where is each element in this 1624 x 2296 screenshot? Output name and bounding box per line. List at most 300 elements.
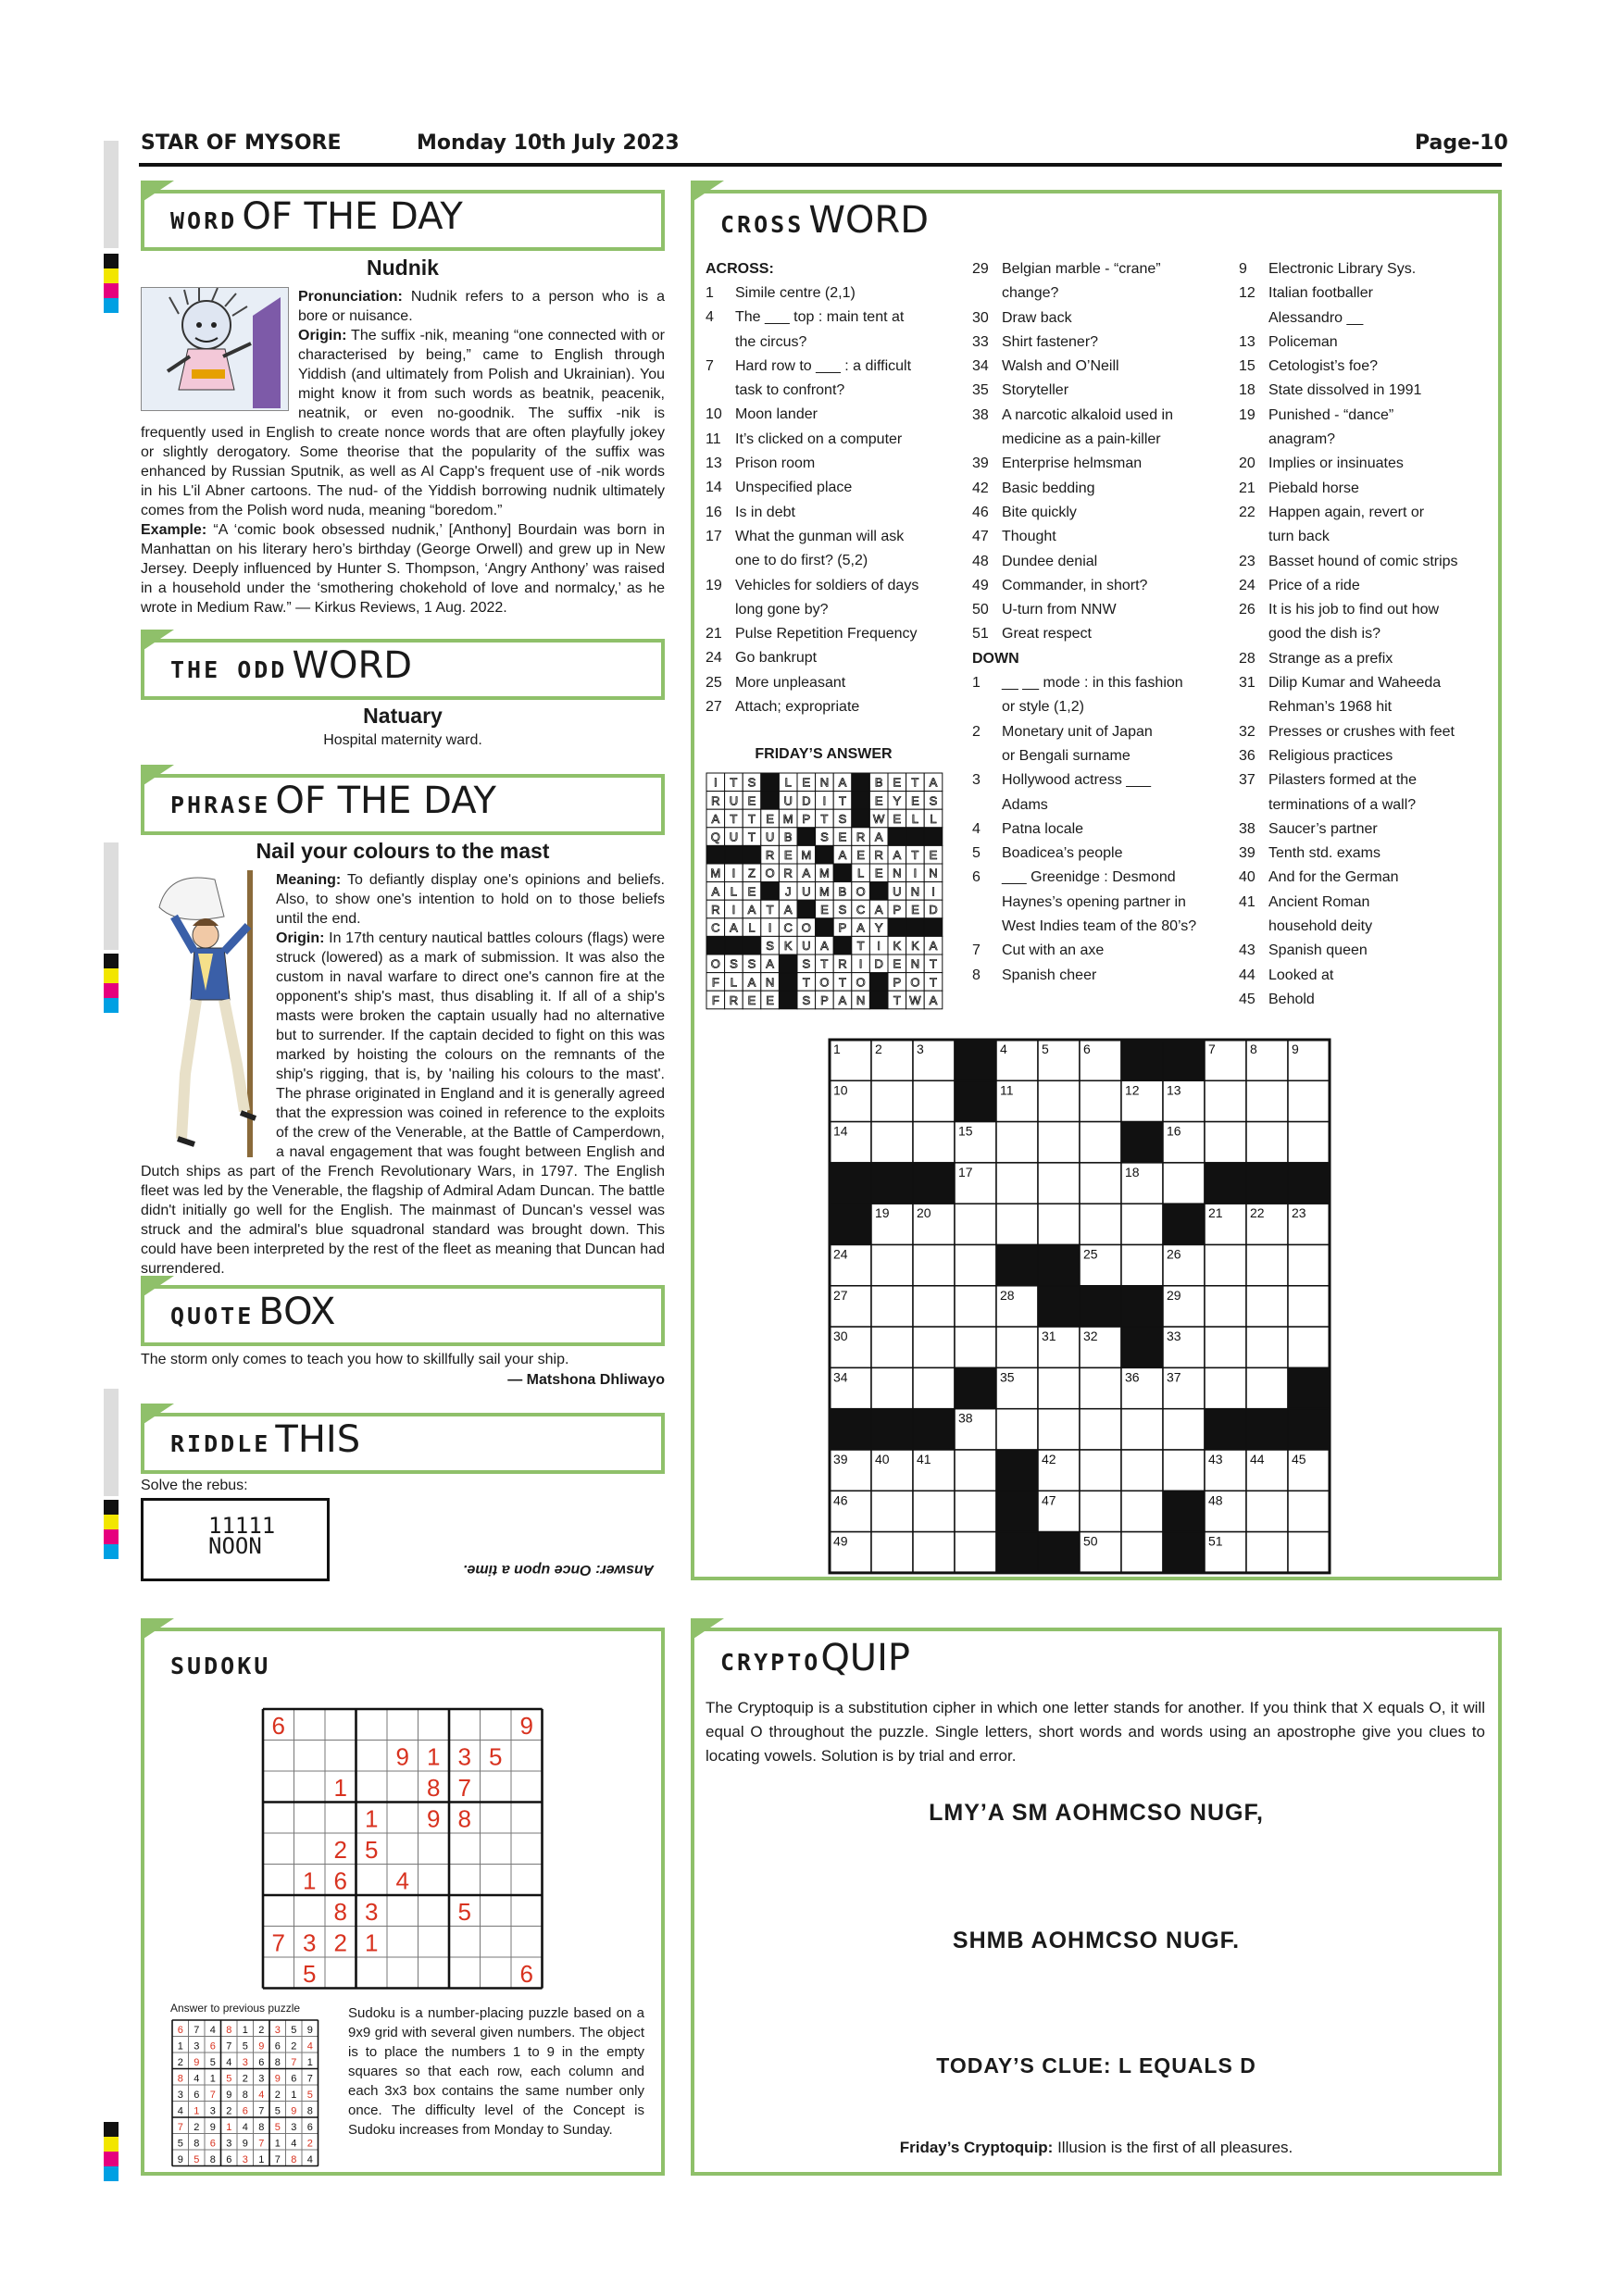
answer-letter: S: [838, 902, 847, 917]
answer-letter: R: [783, 866, 793, 880]
sudoku-cell[interactable]: [511, 1865, 543, 1896]
crossword-cell[interactable]: [1080, 1367, 1121, 1408]
answer-letter: Y: [893, 793, 902, 808]
clue-number: 14: [833, 1123, 848, 1139]
friday-cryptoquip: [698, 2139, 1494, 2157]
sudoku-cell[interactable]: [263, 1895, 294, 1927]
sudoku-digit: 9: [291, 2105, 297, 2117]
sudoku-cell[interactable]: [449, 1833, 481, 1865]
clue-row: 26 It is his job to find out how: [1239, 602, 1440, 618]
clue-row: 8 Spanish cheer: [972, 967, 1097, 983]
sudoku-cell[interactable]: [418, 1895, 450, 1927]
clue-row: 32 Presses or crushes with feet: [1239, 723, 1455, 740]
black-cell: [1038, 1532, 1080, 1573]
crossword-cell[interactable]: [871, 1327, 913, 1367]
sudoku-cell[interactable]: [356, 1741, 388, 1772]
answer-letter: Y: [874, 920, 883, 935]
clue-number: 44: [1250, 1452, 1265, 1466]
answer-letter: A: [929, 992, 938, 1007]
crossword-cell[interactable]: [1080, 1409, 1121, 1450]
sudoku-cell[interactable]: [449, 1927, 481, 1958]
sudoku-digit: 8: [274, 2057, 281, 2068]
sudoku-digit: 9: [427, 1804, 441, 1833]
answer-letter: D: [929, 902, 938, 917]
sudoku-digit: 1: [209, 2073, 216, 2085]
crossword-cell[interactable]: [1038, 1163, 1080, 1204]
clue-number: 3: [917, 1042, 924, 1056]
sudoku-cell[interactable]: [294, 1833, 326, 1865]
sudoku-cell[interactable]: [325, 1709, 356, 1741]
clue-row: 34 Walsh and O’Neill: [972, 358, 1119, 375]
answer-letter: E: [911, 793, 919, 808]
sudoku-cell[interactable]: [418, 1709, 450, 1741]
sudoku-digit: 6: [209, 2040, 216, 2053]
crossword-cell[interactable]: [1205, 1327, 1246, 1367]
answer-letter: R: [711, 793, 720, 808]
crossword-cell[interactable]: [1121, 1491, 1163, 1531]
crossword-cell[interactable]: [1246, 1286, 1288, 1327]
crossword-cell[interactable]: [913, 1491, 955, 1531]
sudoku-cell[interactable]: [481, 1927, 512, 1958]
clue-number: 4: [1000, 1042, 1007, 1056]
crossword-cell[interactable]: [1121, 1450, 1163, 1491]
sudoku-digit: 7: [306, 2073, 313, 2085]
crossword-cell[interactable]: [1163, 1450, 1205, 1491]
sudoku-digit: 3: [274, 2025, 281, 2036]
crossword-cell[interactable]: [1246, 1080, 1288, 1121]
crossword-cell[interactable]: [1205, 1367, 1246, 1408]
crossword-cell[interactable]: [1080, 1450, 1121, 1491]
sudoku-cell[interactable]: [418, 1865, 450, 1896]
crossword-cell[interactable]: [1080, 1122, 1121, 1163]
crossword-cell[interactable]: [871, 1245, 913, 1286]
sudoku-grid[interactable]: [261, 1707, 544, 1995]
clue-row: 4 Patna locale: [972, 820, 1084, 837]
black-cell: [830, 1204, 871, 1244]
sudoku-digit: 5: [303, 1959, 317, 1988]
riddle-header: RIDDLE THIS: [141, 1413, 665, 1474]
cryptoquip-line-1: LMY’A SM AOHMCSO NUGF,: [929, 1800, 1264, 1826]
black-cell: [996, 1245, 1038, 1286]
black-cell: [869, 973, 888, 992]
crossword-cell[interactable]: [871, 1367, 913, 1408]
quote-text: The storm only comes to teach you how to skillfully sail your ship.: [141, 1352, 569, 1367]
crossword-cell[interactable]: [913, 1286, 955, 1327]
sudoku-cell[interactable]: [356, 1957, 388, 1989]
clue-row: 22 Happen again, revert or: [1239, 504, 1425, 520]
crossword-cell[interactable]: [1121, 1245, 1163, 1286]
clue-row: 2 Monetary unit of Japan: [972, 723, 1153, 740]
crossword-cell[interactable]: [955, 1491, 996, 1531]
clue-number: 17: [958, 1164, 973, 1179]
friday-cryptoquip-text: Illusion is the first of all pleasures.: [1057, 2139, 1293, 2156]
answer-letter: E: [747, 884, 756, 899]
sudoku-digit: 4: [194, 2073, 200, 2085]
answer-letter: E: [893, 956, 902, 971]
black-cell: [852, 809, 870, 828]
crossword-cell[interactable]: [996, 1409, 1038, 1450]
clue-row: 25 More unpleasant: [706, 674, 846, 691]
crossword-cell[interactable]: [955, 1286, 996, 1327]
sudoku-cell[interactable]: [511, 1741, 543, 1772]
odd-word-meaning: Hospital maternity ward.: [323, 732, 482, 748]
answer-letter: O: [856, 884, 866, 899]
clue-number: 36: [1125, 1369, 1140, 1385]
black-cell: [955, 1367, 996, 1408]
black-cell: [871, 1409, 913, 1450]
clue-number: 45: [1292, 1452, 1306, 1466]
clue-row: long gone by?: [735, 601, 829, 618]
black-cell: [1121, 1040, 1163, 1080]
sudoku-cell[interactable]: [356, 1771, 388, 1803]
answer-letter: R: [711, 902, 720, 917]
sudoku-digit: 6: [258, 2057, 265, 2068]
crossword-cell[interactable]: [1038, 1204, 1080, 1244]
sudoku-digit: 3: [209, 2105, 216, 2117]
clue-row: 20 Implies or insinuates: [1239, 455, 1404, 472]
crossword-cell[interactable]: [1288, 1122, 1330, 1163]
clue-row: 3 Hollywood actress ___: [972, 772, 1151, 789]
answer-letter: A: [747, 975, 756, 990]
clue-row: 1 __ __ mode : in this fashion: [972, 675, 1183, 692]
sudoku-cell[interactable]: [418, 1833, 450, 1865]
answer-letter: D: [874, 956, 883, 971]
black-cell: [913, 1163, 955, 1204]
crossword-cell[interactable]: [1288, 1080, 1330, 1121]
answer-letter: N: [910, 884, 920, 899]
sudoku-cell[interactable]: [449, 1709, 481, 1741]
answer-letter: M: [818, 884, 830, 899]
answer-letter: I: [713, 775, 718, 790]
black-cell: [797, 900, 816, 918]
sudoku-digit: 9: [519, 1711, 533, 1740]
quote-author: — Matshona Dhliwayo: [507, 1372, 665, 1388]
answer-letter: N: [929, 866, 938, 880]
crossword-cell[interactable]: [871, 1080, 913, 1121]
sudoku-digit: 8: [457, 1804, 471, 1833]
sudoku-cell[interactable]: [511, 1803, 543, 1834]
crossword-cell[interactable]: [1038, 1122, 1080, 1163]
sudoku-cell[interactable]: [263, 1865, 294, 1896]
crossword-cell[interactable]: [1205, 1122, 1246, 1163]
sudoku-cell[interactable]: [481, 1803, 512, 1834]
sudoku-cell[interactable]: [387, 1709, 418, 1741]
sudoku-digit: 6: [333, 1866, 347, 1895]
black-cell: [816, 845, 834, 864]
sudoku-digit: 6: [519, 1959, 533, 1988]
sudoku-digit: 5: [194, 2154, 200, 2165]
sudoku-digit: 9: [274, 2073, 281, 2085]
clue-row: good the dish is?: [1268, 626, 1380, 643]
crossword-cell[interactable]: [871, 1286, 913, 1327]
answer-letter: E: [820, 902, 829, 917]
sudoku-cell[interactable]: [294, 1895, 326, 1927]
word-of-day-header: WORD OF THE DAY: [141, 190, 665, 251]
answer-letter: T: [748, 830, 756, 844]
answer-letter: A: [838, 992, 847, 1007]
crossword-cell[interactable]: [871, 1491, 913, 1531]
crossword-cell[interactable]: [1246, 1491, 1288, 1531]
answer-letter: P: [820, 992, 829, 1007]
crossword-cell[interactable]: [1288, 1286, 1330, 1327]
crossword-cell[interactable]: [1080, 1491, 1121, 1531]
crossword-cell[interactable]: [955, 1245, 996, 1286]
crossword-cell[interactable]: [1288, 1327, 1330, 1367]
answer-letter: I: [913, 866, 918, 880]
crossword-cell[interactable]: [996, 1327, 1038, 1367]
black-cell: [1038, 1245, 1080, 1286]
crossword-cell[interactable]: [1080, 1204, 1121, 1244]
sudoku-cell[interactable]: [294, 1771, 326, 1803]
crossword-cell[interactable]: [1163, 1409, 1205, 1450]
answer-letter: E: [893, 811, 902, 826]
crossword-cell[interactable]: [871, 1532, 913, 1573]
black-cell: [996, 1532, 1038, 1573]
sudoku-digit: 9: [242, 2138, 248, 2150]
sudoku-digit: 1: [274, 2138, 281, 2150]
crossword-cell[interactable]: [1246, 1367, 1288, 1408]
crossword-cell[interactable]: [913, 1367, 955, 1408]
sudoku-cell[interactable]: [325, 1803, 356, 1834]
crossword-cell[interactable]: [1205, 1245, 1246, 1286]
crossword-cell[interactable]: [1205, 1286, 1246, 1327]
sudoku-cell[interactable]: [263, 1771, 294, 1803]
answer-letter: T: [766, 902, 774, 917]
sudoku-cell[interactable]: [511, 1927, 543, 1958]
crossword-cell[interactable]: [1038, 1367, 1080, 1408]
clue-row: Haynes’s opening partner in: [1002, 893, 1186, 910]
answer-letter: I: [877, 939, 881, 954]
phrase-of-day-header: PHRASE OF THE DAY: [141, 774, 665, 835]
sudoku-cell[interactable]: [449, 1865, 481, 1896]
sudoku-cell[interactable]: [387, 1927, 418, 1958]
sudoku-cell[interactable]: [511, 1833, 543, 1865]
answer-letter: E: [911, 902, 919, 917]
crossword-cell[interactable]: [913, 1245, 955, 1286]
crossword-cell[interactable]: [913, 1122, 955, 1163]
sudoku-digit: 9: [395, 1742, 409, 1771]
answer-letter: R: [838, 956, 847, 971]
sudoku-cell[interactable]: [325, 1741, 356, 1772]
crossword-cell[interactable]: [1038, 1080, 1080, 1121]
sudoku-cell[interactable]: [481, 1957, 512, 1989]
crossword-cell[interactable]: [996, 1163, 1038, 1204]
black-cell: [1038, 1286, 1080, 1327]
sudoku-digit: 5: [226, 2073, 232, 2085]
sudoku-digit: 3: [242, 2057, 248, 2068]
sudoku-digit: 7: [274, 2154, 281, 2165]
crossword-cell[interactable]: [1121, 1532, 1163, 1573]
sudoku-cell[interactable]: [387, 1771, 418, 1803]
answer-letter: T: [893, 992, 901, 1007]
sudoku-cell[interactable]: [481, 1833, 512, 1865]
crossword-header: CROSS WORD: [691, 190, 1502, 251]
clue-number: 25: [1083, 1246, 1098, 1262]
clue-number: 10: [833, 1082, 848, 1098]
black-cell: [706, 936, 725, 955]
crossword-cell[interactable]: [1288, 1532, 1330, 1573]
sudoku-cell[interactable]: [294, 1709, 326, 1741]
crossword-cell[interactable]: [1121, 1409, 1163, 1450]
answer-letter: A: [856, 920, 865, 935]
clue-row: 19 Punished - “dance”: [1239, 406, 1394, 423]
crossword-cell[interactable]: [955, 1532, 996, 1573]
answer-letter: S: [820, 830, 829, 844]
black-cell: [1080, 1286, 1121, 1327]
rebus-top: 11111: [208, 1513, 276, 1539]
sudoku-digit: 4: [258, 2090, 265, 2101]
sudoku-cell[interactable]: [294, 1741, 326, 1772]
crossword-cell[interactable]: [955, 1450, 996, 1491]
sudoku-digit: 9: [226, 2090, 232, 2101]
black-cell: [1163, 1532, 1205, 1573]
crossword-cell[interactable]: [1288, 1245, 1330, 1286]
sudoku-digit: 4: [306, 2154, 313, 2165]
clue-row: turn back: [1268, 529, 1330, 545]
sudoku-cell[interactable]: [387, 1803, 418, 1834]
answer-letter: T: [820, 811, 829, 826]
clue-row: 48 Dundee denial: [972, 553, 1098, 569]
answer-letter: I: [731, 866, 736, 880]
crossword-cell[interactable]: [913, 1532, 955, 1573]
crossword-cell[interactable]: [1038, 1409, 1080, 1450]
sudoku-cell[interactable]: [387, 1895, 418, 1927]
crossword-cell[interactable]: [1288, 1491, 1330, 1531]
sudoku-cell[interactable]: [356, 1865, 388, 1896]
answer-letter: A: [893, 848, 902, 863]
sudoku-digit: 5: [274, 2122, 281, 2133]
clue-row: Adams: [1002, 796, 1048, 813]
sudoku-cell[interactable]: [325, 1957, 356, 1989]
answer-letter: A: [802, 866, 811, 880]
crossword-cell[interactable]: [1121, 1204, 1163, 1244]
clue-number: 23: [1292, 1205, 1306, 1221]
answer-letter: S: [802, 956, 811, 971]
registration-strip: [104, 1389, 119, 1496]
crossword-cell[interactable]: [1246, 1122, 1288, 1163]
sudoku-cell[interactable]: [418, 1927, 450, 1958]
clue-row: 6 ___ Greenidge : Desmond: [972, 869, 1176, 886]
sudoku-digit: 7: [194, 2025, 200, 2036]
crossword-grid[interactable]: [828, 1038, 1331, 1579]
sudoku-cell[interactable]: [263, 1957, 294, 1989]
answer-letter: M: [801, 848, 812, 863]
answer-letter: B: [874, 775, 883, 790]
clue-number: 42: [1042, 1452, 1056, 1466]
sudoku-cell[interactable]: [263, 1803, 294, 1834]
black-cell: [913, 1409, 955, 1450]
sudoku-cell[interactable]: [481, 1771, 512, 1803]
answer-letter: E: [747, 992, 756, 1007]
clue-number: 22: [1250, 1205, 1265, 1221]
crossword-cell[interactable]: [1246, 1245, 1288, 1286]
crossword-cell[interactable]: [1080, 1080, 1121, 1121]
sudoku-cell[interactable]: [263, 1833, 294, 1865]
clue-row: 39 Tenth std. exams: [1239, 845, 1380, 862]
answer-letter: R: [765, 848, 775, 863]
answer-letter: T: [839, 975, 846, 990]
sudoku-cell[interactable]: [511, 1895, 543, 1927]
clue-number: 38: [958, 1410, 973, 1426]
sudoku-digit: 1: [258, 2154, 265, 2165]
answer-letter: O: [765, 866, 775, 880]
answer-letter: E: [874, 793, 883, 808]
crossword-cell[interactable]: [913, 1080, 955, 1121]
clue-row: 17 What the gunman will ask: [706, 528, 905, 544]
black-cell: [852, 792, 870, 810]
sudoku-digit: 3: [303, 1928, 317, 1957]
clue-row: the circus?: [735, 333, 807, 350]
clue-row: 24 Go bankrupt: [706, 650, 818, 667]
sudoku-cell[interactable]: [294, 1803, 326, 1834]
clue-number: 35: [1000, 1369, 1015, 1385]
sudoku-cell[interactable]: [481, 1895, 512, 1927]
crossword-cell[interactable]: [871, 1122, 913, 1163]
sudoku-digit: 6: [242, 2105, 248, 2117]
crossword-cell[interactable]: [1205, 1080, 1246, 1121]
black-cell: [761, 773, 780, 792]
clue-row: DOWN: [972, 650, 1019, 667]
crossword-cell[interactable]: [913, 1327, 955, 1367]
answer-letter: B: [783, 830, 793, 844]
clue-row: 43 Spanish queen: [1239, 942, 1368, 959]
sudoku-digit: 9: [258, 2040, 265, 2053]
sudoku-digit: 3: [177, 2090, 183, 2101]
cryptoquip-intro: The Cryptoquip is a substitution cipher in which one letter stands for another. If you think that X equals O, it will equal O throughout the puzzle. Single letters, short words and words using an apostrophe give you clues to locating vowels. Solution is by trial and error.: [706, 1699, 1485, 1765]
crossword-cell[interactable]: [955, 1327, 996, 1367]
black-cell: [761, 882, 780, 901]
sudoku-digit: 6: [274, 2040, 281, 2053]
crossword-cell[interactable]: [996, 1122, 1038, 1163]
sudoku-cell[interactable]: [481, 1865, 512, 1896]
answer-letter: E: [747, 793, 756, 808]
clue-row: 31 Dilip Kumar and Waheeda: [1239, 675, 1442, 692]
crossword-cell[interactable]: [1246, 1327, 1288, 1367]
clue-row: or Bengali surname: [1002, 747, 1131, 764]
answer-letter: S: [802, 992, 811, 1007]
sudoku-cell[interactable]: [418, 1957, 450, 1989]
sudoku-cell[interactable]: [387, 1833, 418, 1865]
sudoku-cell[interactable]: [263, 1741, 294, 1772]
answer-letter: E: [856, 848, 865, 863]
clue-number: 41: [917, 1452, 931, 1466]
black-cell: [1246, 1163, 1288, 1204]
clue-row: one to do first? (5,2): [735, 553, 868, 569]
sudoku-cell[interactable]: [481, 1709, 512, 1741]
crossword-cell[interactable]: [1080, 1163, 1121, 1204]
answer-letter: E: [929, 848, 938, 863]
black-cell: [924, 828, 943, 846]
sudoku-cell[interactable]: [356, 1709, 388, 1741]
crossword-cell[interactable]: [1163, 1163, 1205, 1204]
sudoku-cell[interactable]: [449, 1957, 481, 1989]
answer-letter: F: [711, 992, 719, 1007]
answer-letter: S: [929, 793, 938, 808]
sudoku-cell[interactable]: [387, 1957, 418, 1989]
black-cell: [1246, 1409, 1288, 1450]
crossword-cell[interactable]: [1246, 1532, 1288, 1573]
answer-letter: S: [766, 939, 774, 954]
clue-number: 5: [1042, 1042, 1049, 1056]
answer-letter: I: [731, 902, 736, 917]
sudoku-cell[interactable]: [511, 1771, 543, 1803]
cryptoquip-clue: TODAY’S CLUE: L EQUALS D: [936, 2053, 1256, 2078]
crossword-cell[interactable]: [996, 1204, 1038, 1244]
clue-row: 1 Simile centre (2,1): [706, 285, 856, 301]
answer-letter: R: [874, 848, 883, 863]
crossword-cell[interactable]: [955, 1204, 996, 1244]
sudoku-digit: 5: [274, 2105, 281, 2117]
